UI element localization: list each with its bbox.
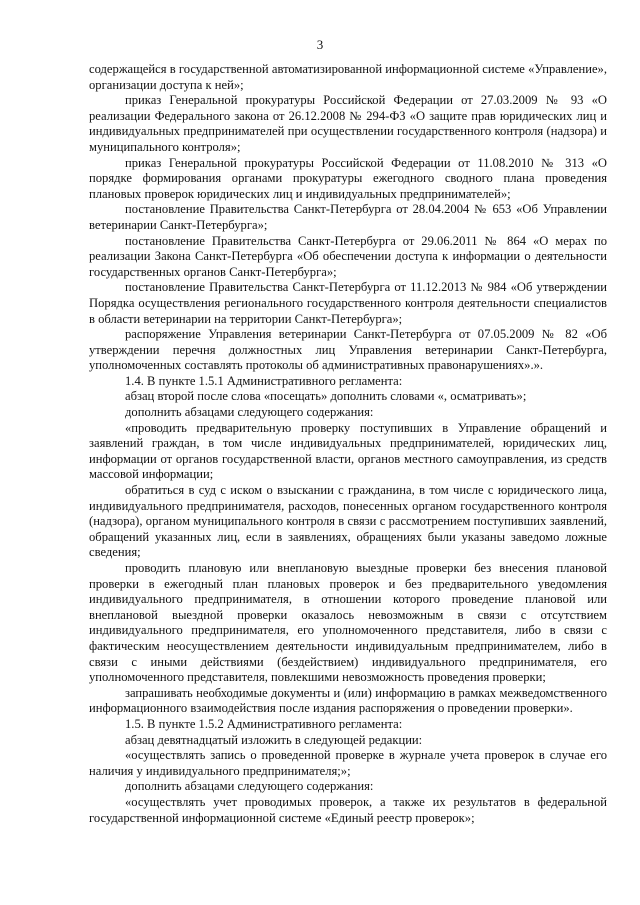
paragraph: содержащейся в государственной автоматизированной информационной системе «Управление», организации доступа к ней»; xyxy=(89,62,607,92)
paragraph: дополнить абзацами следующего содержания: xyxy=(125,405,374,420)
paragraph: постановление Правительства Санкт-Петербурга от 28.04.2004 № 653 «Об Управлении ветеринарии Санкт-Петербурга»; xyxy=(89,202,607,232)
paragraph: обратиться в суд с иском о взыскании с гражданина, в том числе с юридического лица, индивидуального предпринимателя, расходов, понесенных органом государственного контроля (надзора), органом муниципального контроля в связи с рассмотрением поступивших заявлений, обращений указанных лиц, если в заявлениях, обращениях были указаны заведомо ложные сведения; xyxy=(89,483,607,560)
paragraph: приказ Генеральной прокуратуры Российской Федерации от 27.03.2009 № 93 «О реализации Федерального закона от 26.12.2008 № 294-ФЗ «О защите прав юридических лиц и индивидуальных предпринимателей при осуществлении государственного контроля (надзора) и муниципального контроля»; xyxy=(89,93,607,154)
page-number: 3 xyxy=(316,37,324,52)
paragraph: приказ Генеральной прокуратуры Российской Федерации от 11.08.2010 № 313 «О порядке формирования органами прокуратуры ежегодного сводного плана проведения плановых проверок юридических лиц и индивидуальных предпринимателей»; xyxy=(89,155,607,201)
paragraph: проводить плановую или внеплановую выездные проверки без внесения плановой проверки в ежегодный план плановых проверок и без предварительного уведомления индивидуального предпринимателя, в отношении которого проведение плановой или внеплановой выездной проверки оказалось невозможным в связи с отсутствием индивидуального предпринимателя, его уполномоченного представителя, либо в связи с фактическим неосуществлением деятельности индивидуальным предпринимателем, либо в связи с иными действиями (бездействием) индивидуального предпринимателя, его уполномоченного представителя, повлекшими невозможность проведения проверки; xyxy=(89,561,607,685)
paragraph: постановление Правительства Санкт-Петербурга от 29.06.2011 № 864 «О мерах по реализации Закона Санкт-Петербурга «Об обеспечении доступа к информации о деятельности государственных органов Санкт-Петербурга»; xyxy=(89,233,607,279)
paragraph: 1.5. В пункте 1.5.2 Административного регламента: xyxy=(125,716,403,731)
paragraph: «осуществлять запись о проведенной проверке в журнале учета проверок в случае его наличия у индивидуального предпринимателя;»; xyxy=(89,748,607,778)
paragraph: 1.4. В пункте 1.5.1 Административного регламента: xyxy=(125,373,403,388)
paragraph: «осуществлять учет проводимых проверок, а также их результатов в федеральной государственной информационной системе «Единый реестр проверок»; xyxy=(89,794,607,825)
paragraph: «проводить предварительную проверку поступивших в Управление обращений и заявлений граждан, в том числе индивидуальных предпринимателей, юридических лиц, информации от органов государственной власти, органов местного самоуправления, из средств массовой информации; xyxy=(89,420,607,482)
paragraph: абзац девятнадцатый изложить в следующей редакции: xyxy=(125,732,423,747)
document-body xyxy=(89,62,607,826)
paragraph: абзац второй после слова «посещать» дополнить словами «, осматривать»; xyxy=(125,389,527,404)
paragraph: дополнить абзацами следующего содержания: xyxy=(125,779,374,794)
paragraph: распоряжение Управления ветеринарии Санкт-Петербурга от 07.05.2009 № 82 «Об утверждении перечня должностных лиц Управления ветеринарии Санкт-Петербурга, уполномоченных составлять протоколы об административных правонарушениях».». xyxy=(89,327,607,373)
paragraph: запрашивать необходимые документы и (или) информацию в рамках межведомственного информационного взаимодействия после издания распоряжения о проведении проверки». xyxy=(89,685,607,716)
paragraph: постановление Правительства Санкт-Петербурга от 11.12.2013 № 984 «Об утверждении Порядка осуществления регионального государственного контроля деятельности специалистов в области ветеринарии на территории Санкт-Петербурга»; xyxy=(89,280,607,326)
